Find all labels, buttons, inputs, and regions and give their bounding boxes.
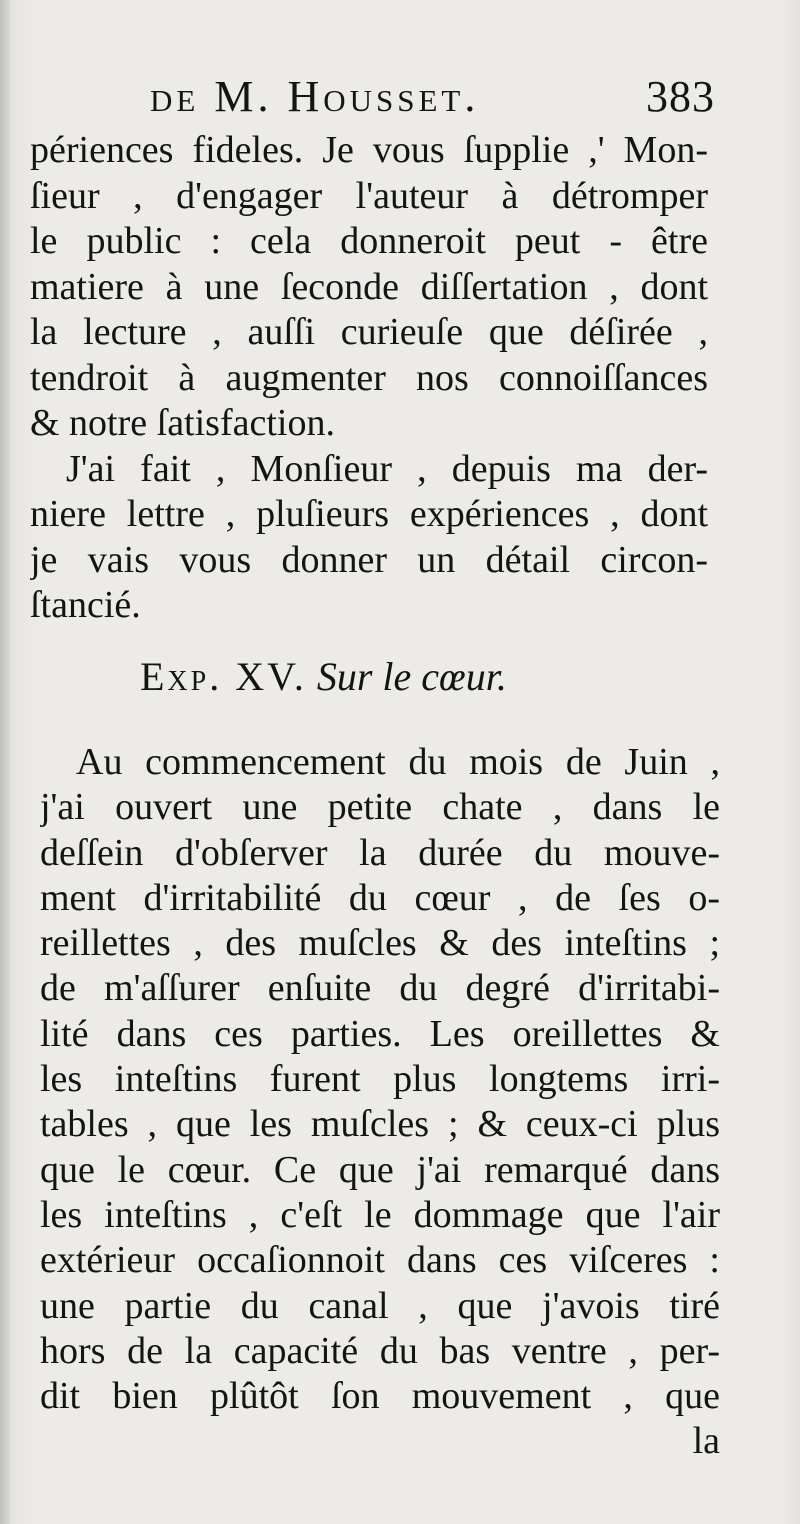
text-line: J'ai fait , Monſieur , depuis ma der-	[66, 447, 708, 490]
catchword: la	[692, 1420, 720, 1463]
text-line: une partie du canal , que j'avois tiré	[40, 1284, 720, 1327]
section-label: Exp. XV.	[140, 654, 307, 699]
text-line: matiere à une ſeconde diſſertation , dont	[30, 265, 708, 308]
text-line: ſtancié.	[30, 584, 141, 626]
text-line: la lecture , auſſi curieuſe que déſirée ,	[30, 311, 708, 353]
page-number: 383	[646, 72, 715, 121]
section-title: Sur le cœur.	[316, 654, 507, 699]
text-line: le public : cela donneroit peut - être	[30, 220, 708, 262]
text-line: & notre ſatisfaction.	[30, 402, 335, 444]
text-line: ment d'irritabilité du cœur , de ſes o-	[40, 876, 720, 919]
section-heading	[140, 652, 610, 702]
text-line: Au commencement du mois de Juin ,	[76, 741, 720, 783]
text-line: de m'aſſurer enſuite du degré d'irritabi-	[40, 967, 720, 1010]
text-line: périences fideles. Je vous ſupplie ,' Mon-	[30, 129, 708, 171]
text-line: tables , que les muſcles ; & ceux-ci plus	[40, 1103, 720, 1146]
text-line: dit bien plûtôt ſon mouvement , que	[40, 1375, 720, 1418]
text-line: tendroit à augmenter nos connoiſſances	[30, 356, 708, 399]
text-line: lité dans ces parties. Les oreillettes &	[40, 1012, 720, 1055]
text-line: niere lettre , pluſieurs expériences , dont	[30, 493, 708, 535]
text-line: reillettes , des muſcles & des inteſtins ;	[40, 922, 720, 965]
text-line: deſſein d'obſerver la durée du mouve-	[40, 831, 720, 874]
text-line: les inteſtins , c'eſt le dommage que l'air	[40, 1193, 720, 1236]
text-line: les inteſtins furent plus longtems irri-	[40, 1058, 720, 1101]
text-line: j'ai ouvert une petite chate , dans le	[40, 786, 720, 829]
page-header	[150, 72, 715, 122]
page-gutter	[0, 0, 10, 1524]
text-line: ſieur , d'engager l'auteur à détromper	[30, 174, 708, 217]
paragraph-block-top	[30, 128, 708, 629]
text-line: je vais vous donner un détail circon-	[30, 538, 708, 581]
running-title: de M. Housset.	[150, 72, 480, 121]
text-line: hors de la capacité du bas ventre , per-	[40, 1329, 720, 1372]
text-line: que le cœur. Ce que j'ai remarqué dans	[40, 1148, 720, 1191]
text-line: extérieur occaſionnoit dans ces viſceres :	[40, 1239, 720, 1282]
paragraph-block-bottom	[40, 740, 720, 1465]
